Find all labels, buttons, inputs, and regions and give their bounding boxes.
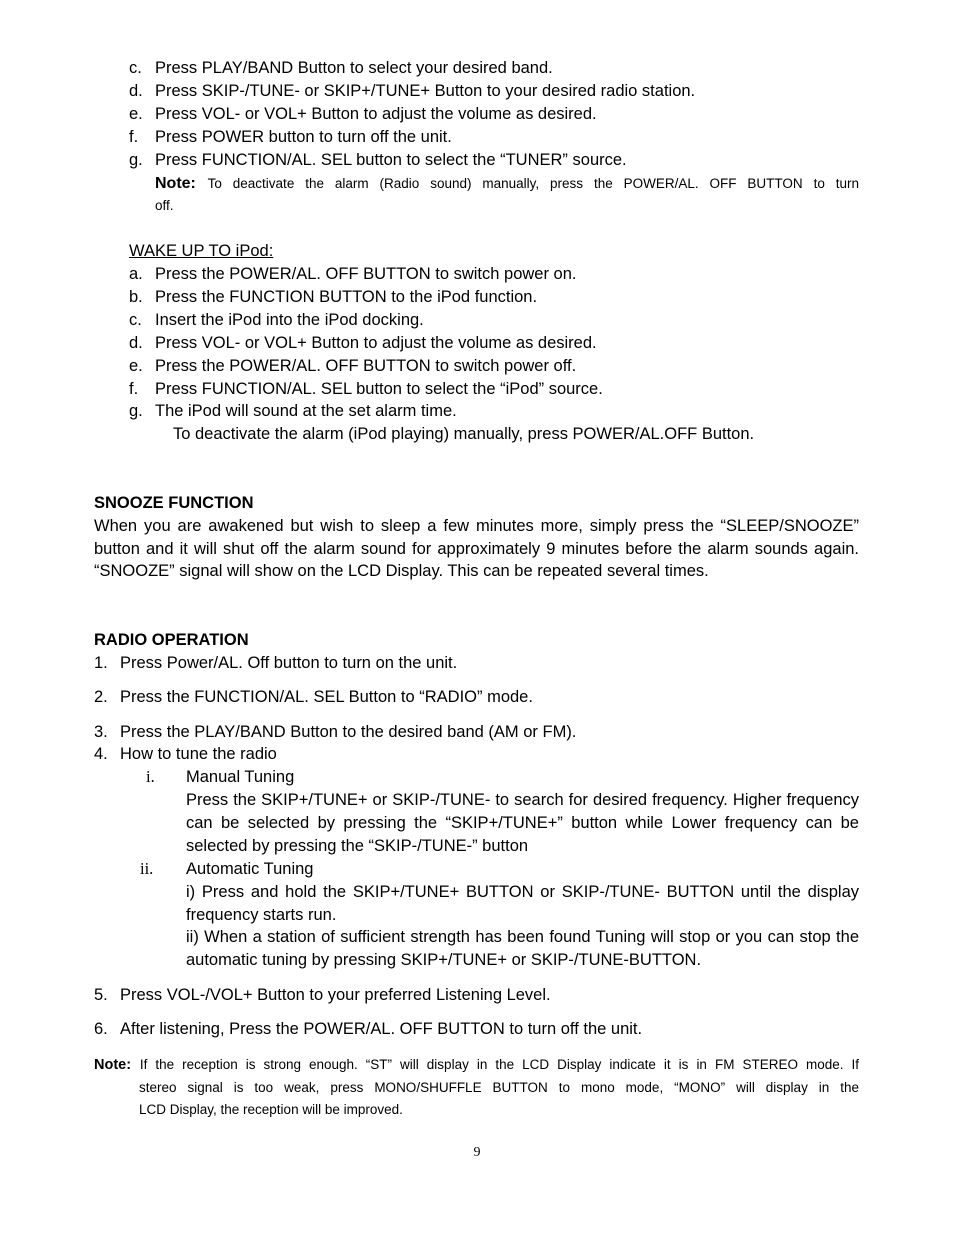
note-text: LCD Display, the reception will be improved. [139, 1102, 403, 1117]
step-marker: d. [129, 82, 143, 100]
step-marker: 1. [94, 654, 108, 672]
note-label: Note: [94, 1057, 132, 1073]
radio-heading: RADIO OPERATION [94, 631, 249, 649]
step-marker: 2. [94, 688, 108, 706]
note-text: To deactivate the alarm (Radio sound) manually, press the POWER/AL. OFF BUTTON to turn [207, 176, 859, 191]
step-text: Press the POWER/AL. OFF BUTTON to switch power off. [155, 357, 577, 375]
snooze-heading: SNOOZE FUNCTION [94, 494, 254, 512]
step-marker: g. [129, 151, 143, 169]
step-text: Press FUNCTION/AL. SEL button to select the “iPod” source. [155, 380, 603, 398]
step-text: Press the FUNCTION BUTTON to the iPod function. [155, 288, 538, 306]
step-marker: 3. [94, 723, 108, 741]
step-marker: c. [129, 311, 142, 329]
step-marker: d. [129, 334, 143, 352]
step-text: Press VOL-/VOL+ Button to your preferred Listening Level. [120, 986, 551, 1004]
step-text: Press POWER button to turn off the unit. [155, 128, 452, 146]
note-label: Note: [155, 175, 196, 192]
step-marker: f. [129, 128, 139, 146]
snooze-paragraph: When you are awakened but wish to sleep a few minutes more, simply press the “SLEEP/SNOOZE” button and it will shut off the alarm sound for approximately 9 minutes before the alarm sounds again. “SNOOZE” signal will show on the LCD Display. This can be repeated several times. [94, 517, 859, 581]
step-text: Press PLAY/BAND Button to select your desired band. [155, 59, 553, 77]
step-marker: b. [129, 288, 143, 306]
step-text: How to tune the radio [120, 745, 277, 763]
note-text: stereo signal is too weak, press MONO/SHUFFLE BUTTON to mono mode, “MONO” will display in the [139, 1079, 859, 1095]
step-text: The iPod will sound at the set alarm time. [155, 402, 457, 420]
step-text: Press Power/AL. Off button to turn on the unit. [120, 654, 458, 672]
note-text: off. [155, 198, 174, 213]
automatic-tuning-body-2: ii) When a station of sufficient strength has been found Tuning will stop or you can stop the automatic tuning by pressing SKIP+/TUNE+ or SKIP-/TUNE-BUTTON. [186, 928, 859, 969]
step-text: Insert the iPod into the iPod docking. [155, 311, 424, 329]
sub-step-title: Manual Tuning [186, 768, 295, 786]
roman-marker: ii. [140, 859, 154, 878]
sub-step-title: Automatic Tuning [186, 860, 314, 878]
step-marker: e. [129, 357, 143, 375]
step-text: Press VOL- or VOL+ Button to adjust the volume as desired. [155, 105, 597, 123]
step-marker: f. [129, 380, 139, 398]
step-marker: c. [129, 59, 142, 77]
step-marker: g. [129, 402, 143, 420]
step-marker: a. [129, 265, 143, 283]
roman-marker: i. [146, 767, 155, 786]
step-text: Press the FUNCTION/AL. SEL Button to “RADIO” mode. [120, 688, 533, 706]
radio-note [94, 1053, 859, 1122]
step-marker: 4. [94, 745, 108, 763]
step-marker: 5. [94, 986, 108, 1004]
note-text: If the reception is strong enough. “ST” will display in the LCD Display indicate it is in FM STEREO mode. If [139, 1057, 859, 1072]
step-text: After listening, Press the POWER/AL. OFF BUTTON to turn off the unit. [120, 1020, 643, 1038]
ipod-deactivate-text: To deactivate the alarm (iPod playing) manually, press POWER/AL.OFF Button. [173, 425, 755, 443]
step-text: Press FUNCTION/AL. SEL button to select the “TUNER” source. [155, 151, 627, 169]
tuner-note [155, 172, 859, 217]
page-number: 9 [473, 1145, 481, 1160]
step-text: Press the PLAY/BAND Button to the desired band (AM or FM). [120, 723, 577, 741]
step-text: Press VOL- or VOL+ Button to adjust the volume as desired. [155, 334, 597, 352]
step-marker: 6. [94, 1020, 108, 1038]
automatic-tuning-body-1: i) Press and hold the SKIP+/TUNE+ BUTTON or SKIP-/TUNE- BUTTON until the display frequency starts run. [186, 883, 859, 924]
step-text: Press the POWER/AL. OFF BUTTON to switch power on. [155, 265, 577, 283]
step-marker: e. [129, 105, 143, 123]
ipod-heading: WAKE UP TO iPod: [129, 242, 274, 260]
manual-tuning-body: Press the SKIP+/TUNE+ or SKIP-/TUNE- to search for desired frequency. Higher frequency can be selected by pressing the “SKIP+/TUNE+” button while Lower frequency can be selected by pressing the “SKIP-/TUNE-” button [186, 791, 859, 855]
step-text: Press SKIP-/TUNE- or SKIP+/TUNE+ Button to your desired radio station. [155, 82, 696, 100]
